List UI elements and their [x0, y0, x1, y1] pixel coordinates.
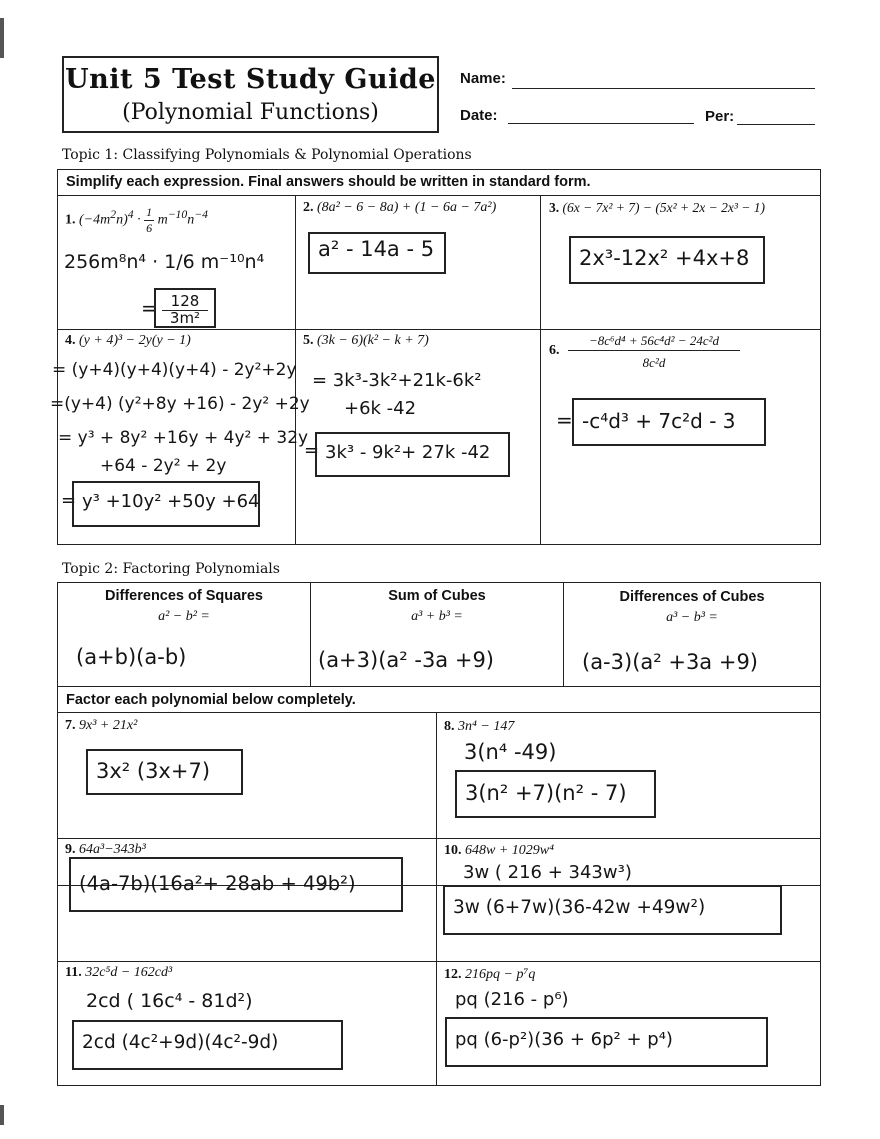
problem-11-expression: 11. 32c⁵d − 162cd³: [65, 965, 173, 980]
problem-4-work-line: = (y+4)(y+4)(y+4) - 2y²+2y: [52, 360, 297, 380]
divider: [57, 195, 821, 196]
divider: [540, 195, 541, 545]
title-box: [62, 56, 439, 133]
topic2-heading: Topic 2: Factoring Polynomials: [62, 561, 280, 577]
differences-of-cubes-title: Differences of Cubes: [619, 589, 765, 605]
problem-7-answer: 3x² (3x+7): [86, 749, 243, 795]
equals-sign: =: [556, 408, 573, 432]
page-title: Unit 5 Test Study Guide: [65, 64, 436, 95]
problem-12-expression: 12. 216pq − p⁷q: [444, 967, 536, 982]
problem-2-answer: a² - 14a - 5: [308, 232, 446, 274]
problem-10-expression: 10. 648w + 1029w⁴: [444, 843, 554, 858]
date-field[interactable]: [508, 122, 694, 124]
margin-mark: [0, 1105, 4, 1125]
equals-sign: =: [141, 296, 158, 320]
differences-of-cubes-formula: a³ − b³ =: [666, 610, 718, 625]
problem-9-expression: 9. 64a³−343b³: [65, 842, 146, 857]
problem-5-work-line: +6k -42: [344, 398, 417, 419]
topic1-heading: Topic 1: Classifying Polynomials & Polynomial Operations: [62, 147, 472, 163]
date-label: Date:: [460, 107, 498, 124]
equals-sign: =: [304, 440, 320, 461]
problem-4-work-line: =(y+4) (y²+8y +16) - 2y² +2y: [50, 394, 310, 414]
problem-7-expression: 7. 9x³ + 21x²: [65, 718, 138, 733]
divider: [57, 712, 821, 713]
problem-6-answer: -c⁴d³ + 7c²d - 3: [572, 398, 766, 446]
differences-of-squares-title: Differences of Squares: [105, 588, 263, 604]
sum-of-cubes-answer: (a+3)(a² -3a +9): [318, 648, 494, 672]
problem-8-answer: 3(n² +7)(n² - 7): [455, 770, 656, 818]
problem-8-expression: 8. 3n⁴ − 147: [444, 719, 515, 734]
problem-6-numerator: −8c⁶d⁴ + 56c⁴d² − 24c²d: [568, 333, 740, 351]
problem-8-work: 3(n⁴ -49): [464, 740, 557, 764]
divider: [57, 329, 821, 330]
period-label: Per:: [705, 108, 735, 125]
problem-11-work: 2cd ( 16c⁴ - 81d²): [86, 990, 253, 1012]
topic1-instruction: Simplify each expression. Final answers should be written in standard form.: [66, 174, 591, 190]
problem-1-work: 256m⁸n⁴ · 1/6 m⁻¹⁰n⁴: [64, 251, 265, 273]
page-subtitle: (Polynomial Functions): [122, 100, 379, 125]
problem-9-answer: (4a-7b)(16a²+ 28ab + 49b²): [69, 857, 403, 912]
problem-10-answer: 3w (6+7w)(36-42w +49w²): [443, 885, 782, 935]
differences-of-cubes-answer: (a-3)(a² +3a +9): [582, 650, 758, 674]
name-field[interactable]: [512, 87, 815, 89]
problem-2-expression: 2. (8a² − 6 − 8a) + (1 − 6a − 7a²): [303, 200, 497, 215]
equals-sign: =: [61, 490, 77, 511]
problem-3-answer: 2x³-12x² +4x+8: [569, 236, 765, 284]
problem-12-work: pq (216 - p⁶): [455, 989, 569, 1010]
name-label: Name:: [460, 70, 506, 87]
period-field[interactable]: [737, 123, 815, 125]
topic2-instruction: Factor each polynomial below completely.: [66, 692, 356, 708]
problem-1-answer-numerator: 128: [162, 292, 208, 311]
divider: [57, 686, 821, 687]
problem-3-expression: 3. (6x − 7x² + 7) − (5x² + 2x − 2x³ − 1): [549, 200, 765, 215]
problem-4-work-line: = y³ + 8y² +16y + 4y² + 32y: [58, 428, 309, 448]
differences-of-squares-formula: a² − b² =: [158, 609, 210, 624]
problem-1-answer-denominator: 3m²: [169, 309, 201, 327]
problem-12-answer: pq (6-p²)(36 + 6p² + p⁴): [445, 1017, 768, 1067]
problem-5-answer: 3k³ - 9k²+ 27k -42: [315, 432, 510, 477]
sum-of-cubes-title: Sum of Cubes: [388, 588, 486, 604]
sum-of-cubes-formula: a³ + b³ =: [411, 609, 463, 624]
problem-6-number: 6.: [549, 343, 560, 358]
problem-10-work: 3w ( 216 + 343w³): [463, 862, 632, 883]
topic2-grid: [57, 582, 821, 886]
margin-mark: [0, 18, 4, 58]
problem-1-answer-box: [154, 288, 216, 328]
problem-11-answer: 2cd (4c²+9d)(4c²-9d): [72, 1020, 343, 1070]
divider: [57, 838, 821, 839]
problem-4-answer: y³ +10y² +50y +64: [72, 481, 260, 527]
problem-1-expression: 1. $(-4m^2n)^4$ · $\frac{1}{6}$ $m^{-10}n^{-4}$: [65, 205, 208, 235]
differences-of-squares-answer: (a+b)(a-b): [76, 645, 187, 669]
problem-5-expression: 5. (3k − 6)(k² − k + 7): [303, 333, 429, 348]
problem-5-work-line: = 3k³-3k²+21k-6k²: [312, 370, 482, 391]
problem-4-expression: 4. (y + 4)³ − 2y(y − 1): [65, 333, 191, 348]
problem-4-work-line: +64 - 2y² + 2y: [100, 456, 227, 476]
problem-6-denominator: 8c²d: [642, 355, 666, 370]
